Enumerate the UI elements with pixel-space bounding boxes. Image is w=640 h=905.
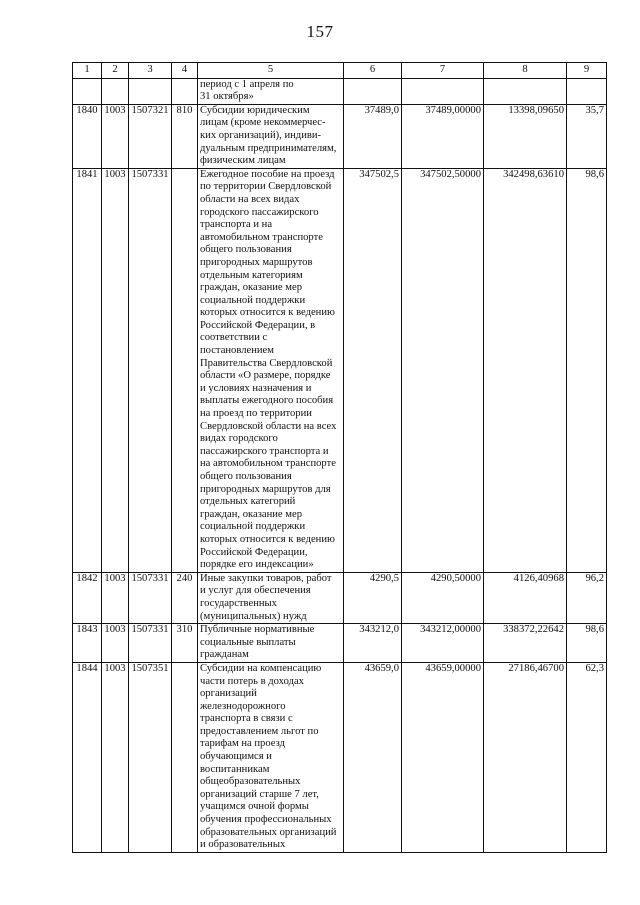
percent-cell: 62,3: [567, 662, 607, 852]
budget-table: [72, 62, 607, 853]
planned-amount-cell: 343212,00000: [402, 624, 484, 663]
section-code-cell: 1003: [102, 168, 129, 572]
executed-amount-cell: [484, 78, 567, 104]
description-cell: Субсидии на компенсацию части потерь в доходах организаций железнодорожного транспорта в связи с предоставлением льгот по тарифам на проезд обучающимся и воспитанникам общеобразовательных организаций старше 7 лет, учащимся очной формы обучения профессиональных образовательных организаций и образовательных: [198, 662, 344, 852]
description-cell: период с 1 апреля по 31 октября»: [198, 78, 344, 104]
percent-cell: [567, 78, 607, 104]
target-article-cell: 1507331: [129, 168, 172, 572]
target-article-cell: 1507331: [129, 624, 172, 663]
row-number-cell: 1844: [73, 662, 102, 852]
executed-amount-cell: 27186,46700: [484, 662, 567, 852]
expense-type-cell: 810: [172, 104, 198, 168]
description-cell: Субсидии юридическим лицам (кроме некоммерчес- ких организаций), индиви- дуальным предпринимателям, физическим лицам: [198, 104, 344, 168]
executed-amount-cell: 338372,22642: [484, 624, 567, 663]
row-number-cell: 1842: [73, 572, 102, 623]
amount-cell: 347502,5: [344, 168, 402, 572]
table-row: [73, 78, 607, 104]
column-header: 2: [102, 63, 129, 79]
table-row: [73, 168, 607, 572]
table-row: [73, 662, 607, 852]
section-code-cell: 1003: [102, 104, 129, 168]
column-header: 7: [402, 63, 484, 79]
description-cell: Публичные нормативные социальные выплаты гражданам: [198, 624, 344, 663]
table-row: [73, 624, 607, 663]
column-header: 1: [73, 63, 102, 79]
row-number-cell: 1841: [73, 168, 102, 572]
percent-cell: 98,6: [567, 624, 607, 663]
target-article-cell: 1507351: [129, 662, 172, 852]
expense-type-cell: [172, 168, 198, 572]
target-article-cell: 1507321: [129, 104, 172, 168]
target-article-cell: 1507331: [129, 572, 172, 623]
table-row: [73, 104, 607, 168]
column-header: 5: [198, 63, 344, 79]
section-code-cell: [102, 78, 129, 104]
target-article-cell: [129, 78, 172, 104]
column-header: 4: [172, 63, 198, 79]
expense-type-cell: 310: [172, 624, 198, 663]
executed-amount-cell: 342498,63610: [484, 168, 567, 572]
description-cell: Ежегодное пособие на проезд по территории Свердловской области на всех видах городского пассажирского транспорта и на автомобильном транспорте общего пользования пригородных маршрутов отдельным категориям граждан, оказание мер социальной поддержки которых относится к ведению Российской Федерации, в соответствии с постановлением Правительства Свердловской области «О размере, порядке и условиях назначения и выплаты ежегодного пособия на проезд по территории Свердловской области на всех видах городского пассажирского транспорта и на автомобильном транспорте общего пользования пригородных маршрутов для отдельных категорий граждан, оказание мер социальной поддержки которых относится к ведению Российской Федерации, порядке его индексации»: [198, 168, 344, 572]
row-number-cell: [73, 78, 102, 104]
section-code-cell: 1003: [102, 624, 129, 663]
percent-cell: 35,7: [567, 104, 607, 168]
expense-type-cell: [172, 78, 198, 104]
description-cell: Иные закупки товаров, работ и услуг для обеспечения государственных (муниципальных) нужд: [198, 572, 344, 623]
percent-cell: 96,2: [567, 572, 607, 623]
row-number-cell: 1843: [73, 624, 102, 663]
column-header: 3: [129, 63, 172, 79]
section-code-cell: 1003: [102, 572, 129, 623]
page-number: 157: [306, 22, 334, 41]
table-row: [73, 572, 607, 623]
planned-amount-cell: [402, 78, 484, 104]
planned-amount-cell: 347502,50000: [402, 168, 484, 572]
percent-cell: 98,6: [567, 168, 607, 572]
amount-cell: [344, 78, 402, 104]
expense-type-cell: [172, 662, 198, 852]
amount-cell: 4290,5: [344, 572, 402, 623]
planned-amount-cell: 4290,50000: [402, 572, 484, 623]
expense-type-cell: 240: [172, 572, 198, 623]
amount-cell: 43659,0: [344, 662, 402, 852]
row-number-cell: 1840: [73, 104, 102, 168]
executed-amount-cell: 4126,40968: [484, 572, 567, 623]
table-header-row: [73, 63, 607, 79]
planned-amount-cell: 43659,00000: [402, 662, 484, 852]
column-header: 6: [344, 63, 402, 79]
column-header: 8: [484, 63, 567, 79]
executed-amount-cell: 13398,09650: [484, 104, 567, 168]
amount-cell: 37489,0: [344, 104, 402, 168]
column-header: 9: [567, 63, 607, 79]
planned-amount-cell: 37489,00000: [402, 104, 484, 168]
section-code-cell: 1003: [102, 662, 129, 852]
amount-cell: 343212,0: [344, 624, 402, 663]
